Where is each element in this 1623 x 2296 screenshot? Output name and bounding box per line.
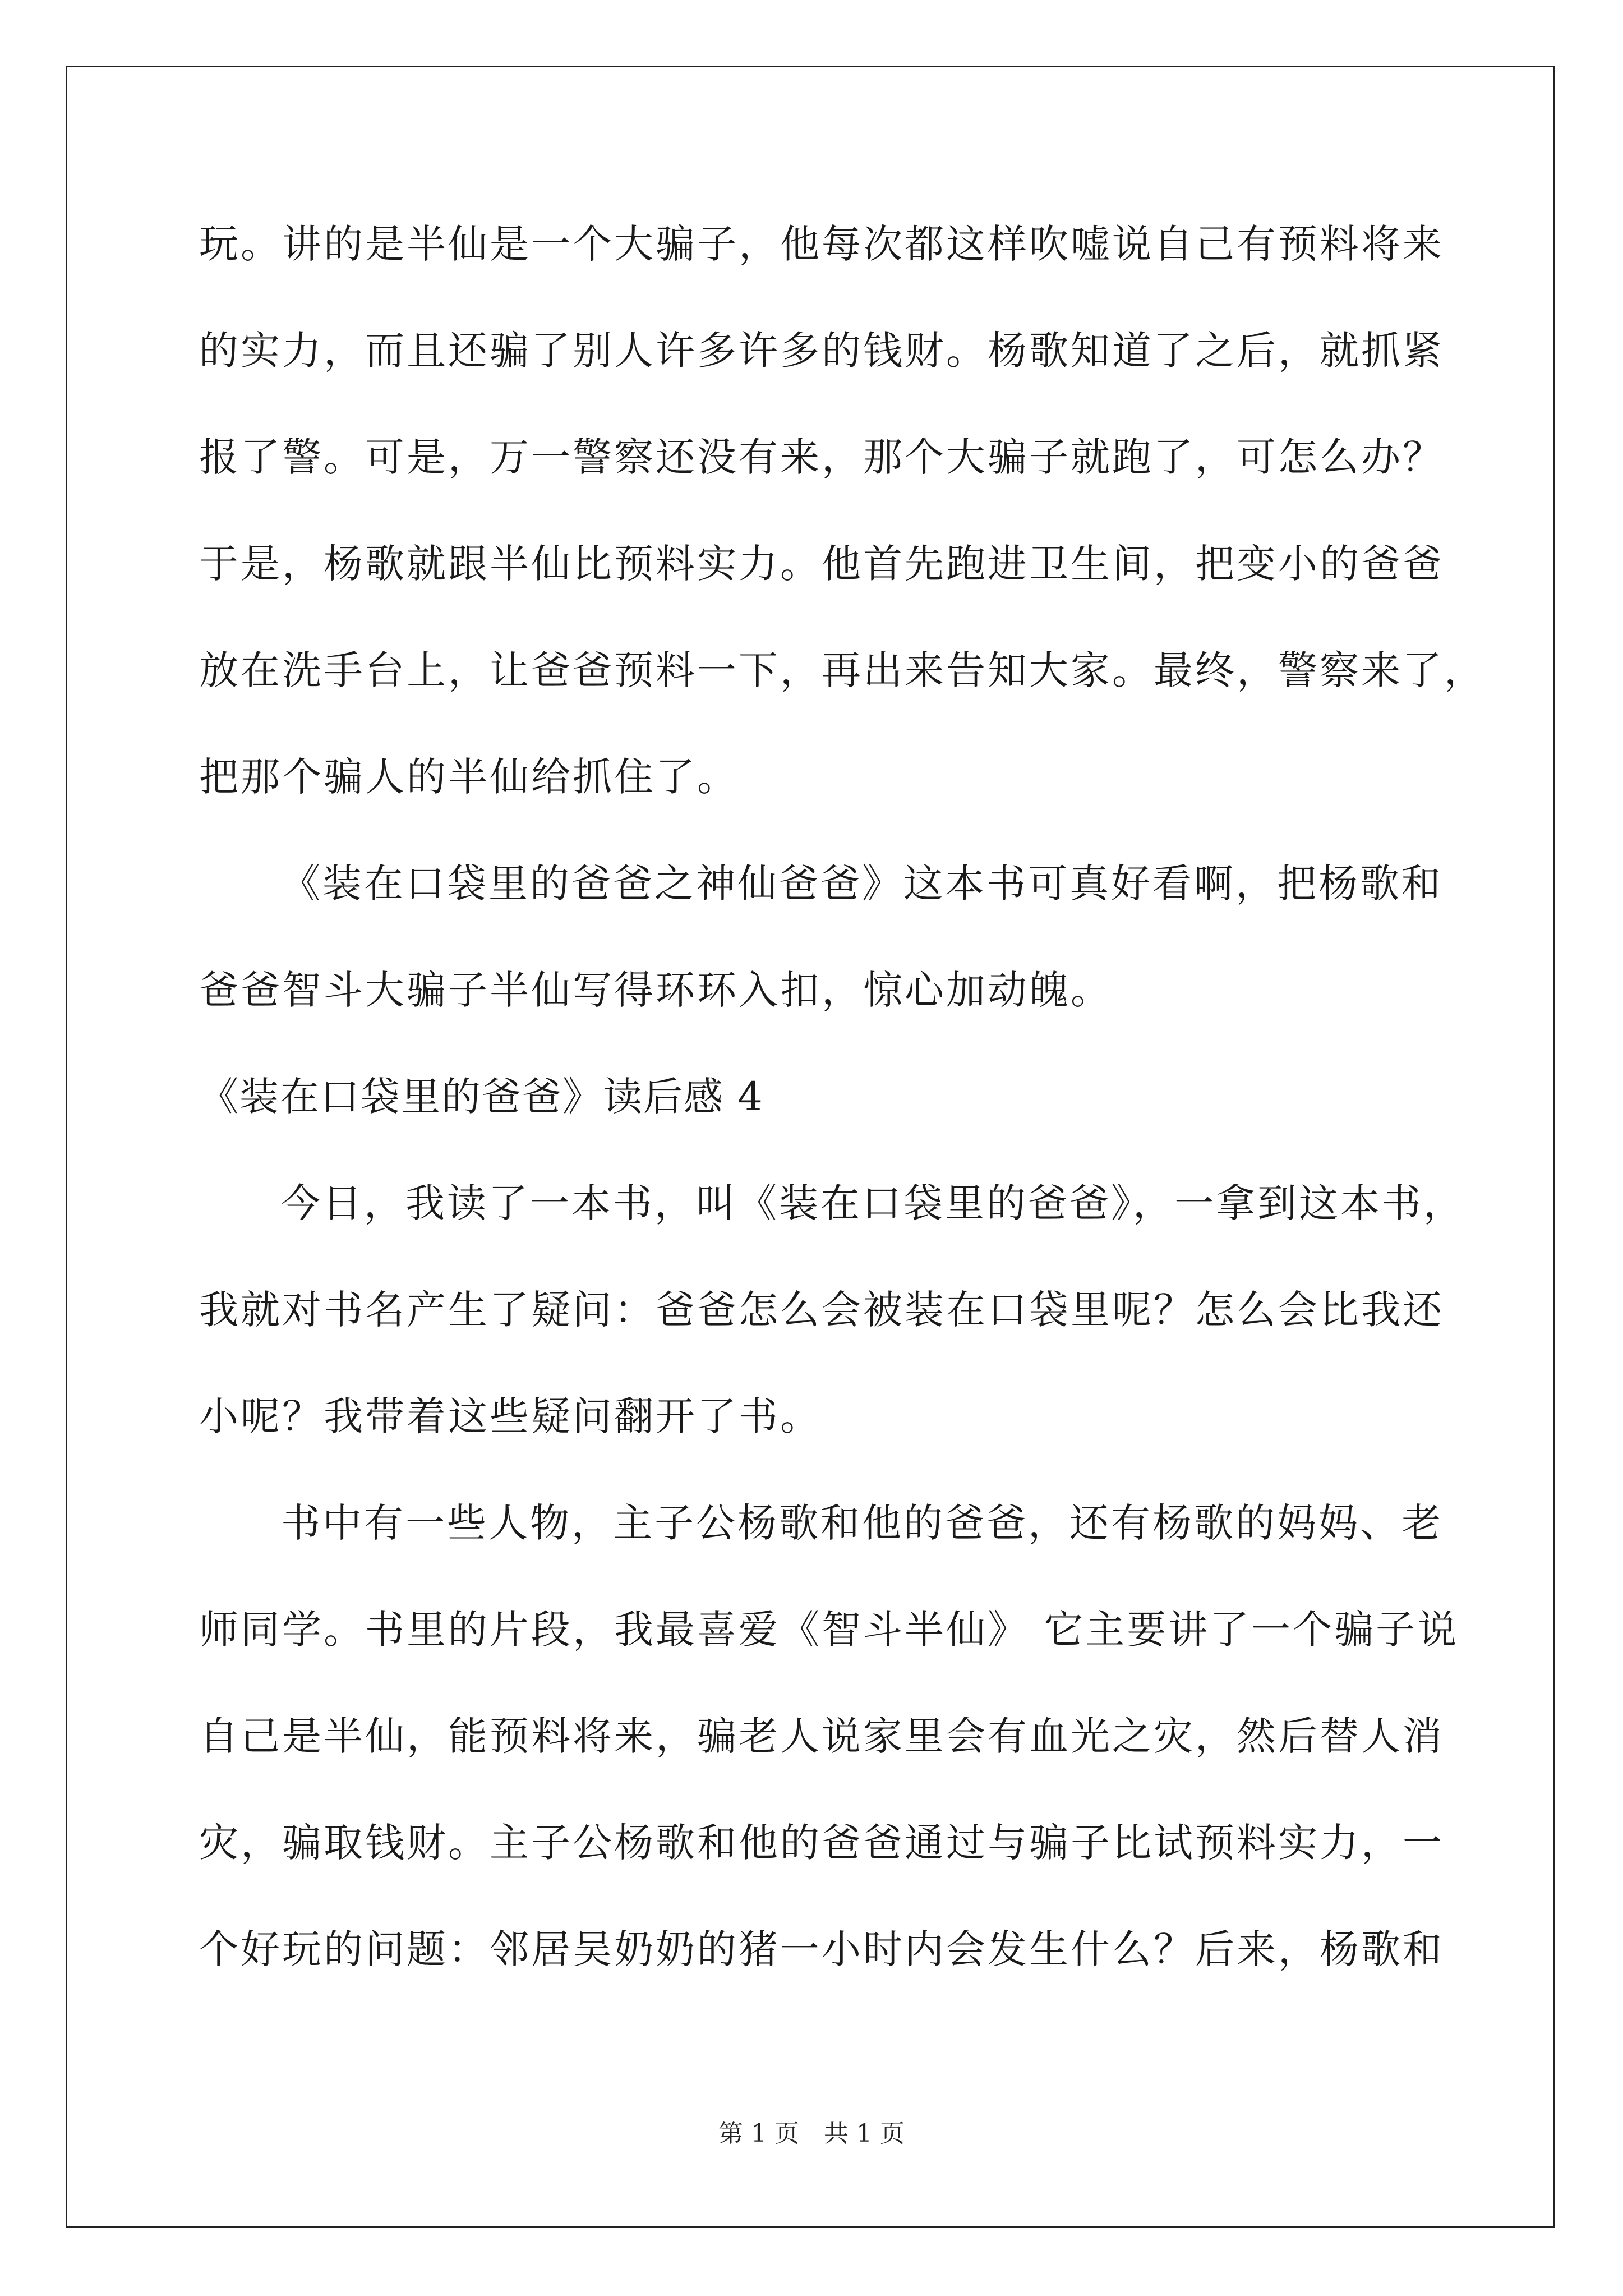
paragraph-line: 报了警。可是，万一警察还没有来，那个大骗子就跑了，可怎么办？ [199, 434, 1444, 480]
paragraph-line: 《装在口袋里的爸爸之神仙爸爸》这本书可真好看啊，把杨歌和 [281, 861, 1443, 907]
document-body [199, 216, 1486, 2028]
paragraph-line: 于是，杨歌就跟半仙比预料实力。他首先跑进卫生间，把变小的爸爸 [199, 541, 1444, 587]
paragraph-line: 今日，我读了一本书，叫《装在口袋里的爸爸》，一拿到这本书， [281, 1180, 1465, 1226]
paragraph-line: 自己是半仙，能预料将来，骗老人说家里会有血光之灾，然后替人消 [199, 1713, 1444, 1759]
paragraph-line: 玩。讲的是半仙是一个大骗子，他每次都这样吹嘘说自己有预料将来 [199, 221, 1444, 267]
paragraph-line: 爸爸智斗大骗子半仙写得环环入扣，惊心加动魄。 [199, 967, 1112, 1013]
paragraph-line: 灾，骗取钱财。主子公杨歌和他的爸爸通过与骗子比试预料实力，一 [199, 1820, 1444, 1866]
paragraph-line: 小呢？我带着这些疑问翻开了书。 [199, 1393, 822, 1439]
paragraph-line: 个好玩的问题：邻居吴奶奶的猪一小时内会发生什么？后来，杨歌和 [199, 1926, 1444, 1972]
paragraph-line: 把那个骗人的半仙给抓住了。 [199, 754, 739, 800]
paragraph-line: 我就对书名产生了疑问：爸爸怎么会被装在口袋里呢？怎么会比我还 [199, 1287, 1444, 1333]
paragraph-line: 放在洗手台上，让爸爸预料一下，再出来告知大家。最终，警察来了， [199, 647, 1486, 693]
paragraph-line: 的实力，而且还骗了别人许多许多的钱财。杨歌知道了之后，就抓紧 [199, 328, 1444, 374]
page-footer: 第 1 页 共 1 页 [718, 2119, 905, 2148]
paragraph-line: 师同学。书里的片段，我最喜爱《智斗半仙》 它主要讲了一个骗子说 [199, 1607, 1459, 1653]
paragraph-line: 书中有一些人物，主子公杨歌和他的爸爸，还有杨歌的妈妈、老 [281, 1500, 1443, 1546]
section-heading: 《装在口袋里的爸爸》读后感 4 [199, 1074, 764, 1120]
